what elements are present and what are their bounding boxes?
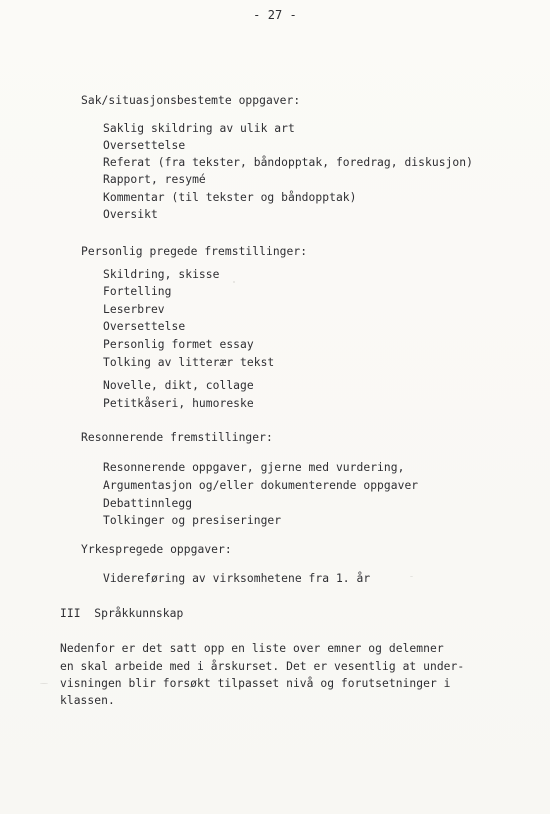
list-item: Oversettelse: [103, 320, 186, 333]
list-item: Videreføring av virksomhetene fra 1. år: [103, 572, 371, 585]
list-item: Saklig skildring av ulik art: [103, 122, 295, 135]
paragraph-line: Nedenfor er det satt opp en liste over emner og delemner: [60, 642, 444, 655]
section-heading-vocational: Yrkespregede oppgaver:: [81, 543, 232, 556]
list-item: Tolkinger og presiseringer: [103, 514, 282, 527]
list-item: Skildring, skisse: [103, 268, 220, 281]
list-item: Petitkåseri, humoreske: [103, 397, 254, 410]
paragraph-line: visningen blir forsøkt tilpasset nivå og forutsetninger i: [60, 677, 451, 690]
section-heading-reasoning: Resonnerende fremstillinger:: [81, 431, 273, 444]
part-title: III Språkkunnskap: [60, 607, 184, 620]
list-item: Referat (fra tekster, båndopptak, foredrag, diskusjon): [103, 156, 473, 169]
section-heading-situational: Sak/situasjonsbestemte oppgaver:: [81, 94, 301, 107]
scan-speck: [233, 281, 235, 283]
list-item: Rapport, resymé: [103, 173, 206, 186]
list-item: Argumentasjon og/eller dokumenterende oppgaver: [103, 479, 419, 492]
scan-speck: [40, 683, 48, 684]
list-item: Tolking av litterær tekst: [103, 356, 275, 369]
list-item: Oversettelse: [103, 139, 186, 152]
page-number: - 27 -: [253, 8, 297, 22]
list-item: Novelle, dikt, collage: [103, 379, 254, 392]
list-item: Resonnerende oppgaver, gjerne med vurdering,: [103, 461, 405, 474]
list-item: Fortelling: [103, 285, 172, 298]
list-item: Debattinnlegg: [103, 497, 193, 510]
paragraph-line: en skal arbeide med i årskurset. Det er vesentlig at under-: [60, 660, 465, 673]
list-item: Kommentar (til tekster og båndopptak): [103, 191, 357, 204]
paragraph-line: klassen.: [60, 694, 115, 707]
list-item: Leserbrev: [103, 303, 165, 316]
list-item: Oversikt: [103, 208, 158, 221]
scan-speck: [410, 576, 413, 577]
section-heading-personal: Personlig pregede fremstillinger:: [81, 245, 308, 258]
list-item: Personlig formet essay: [103, 338, 254, 351]
